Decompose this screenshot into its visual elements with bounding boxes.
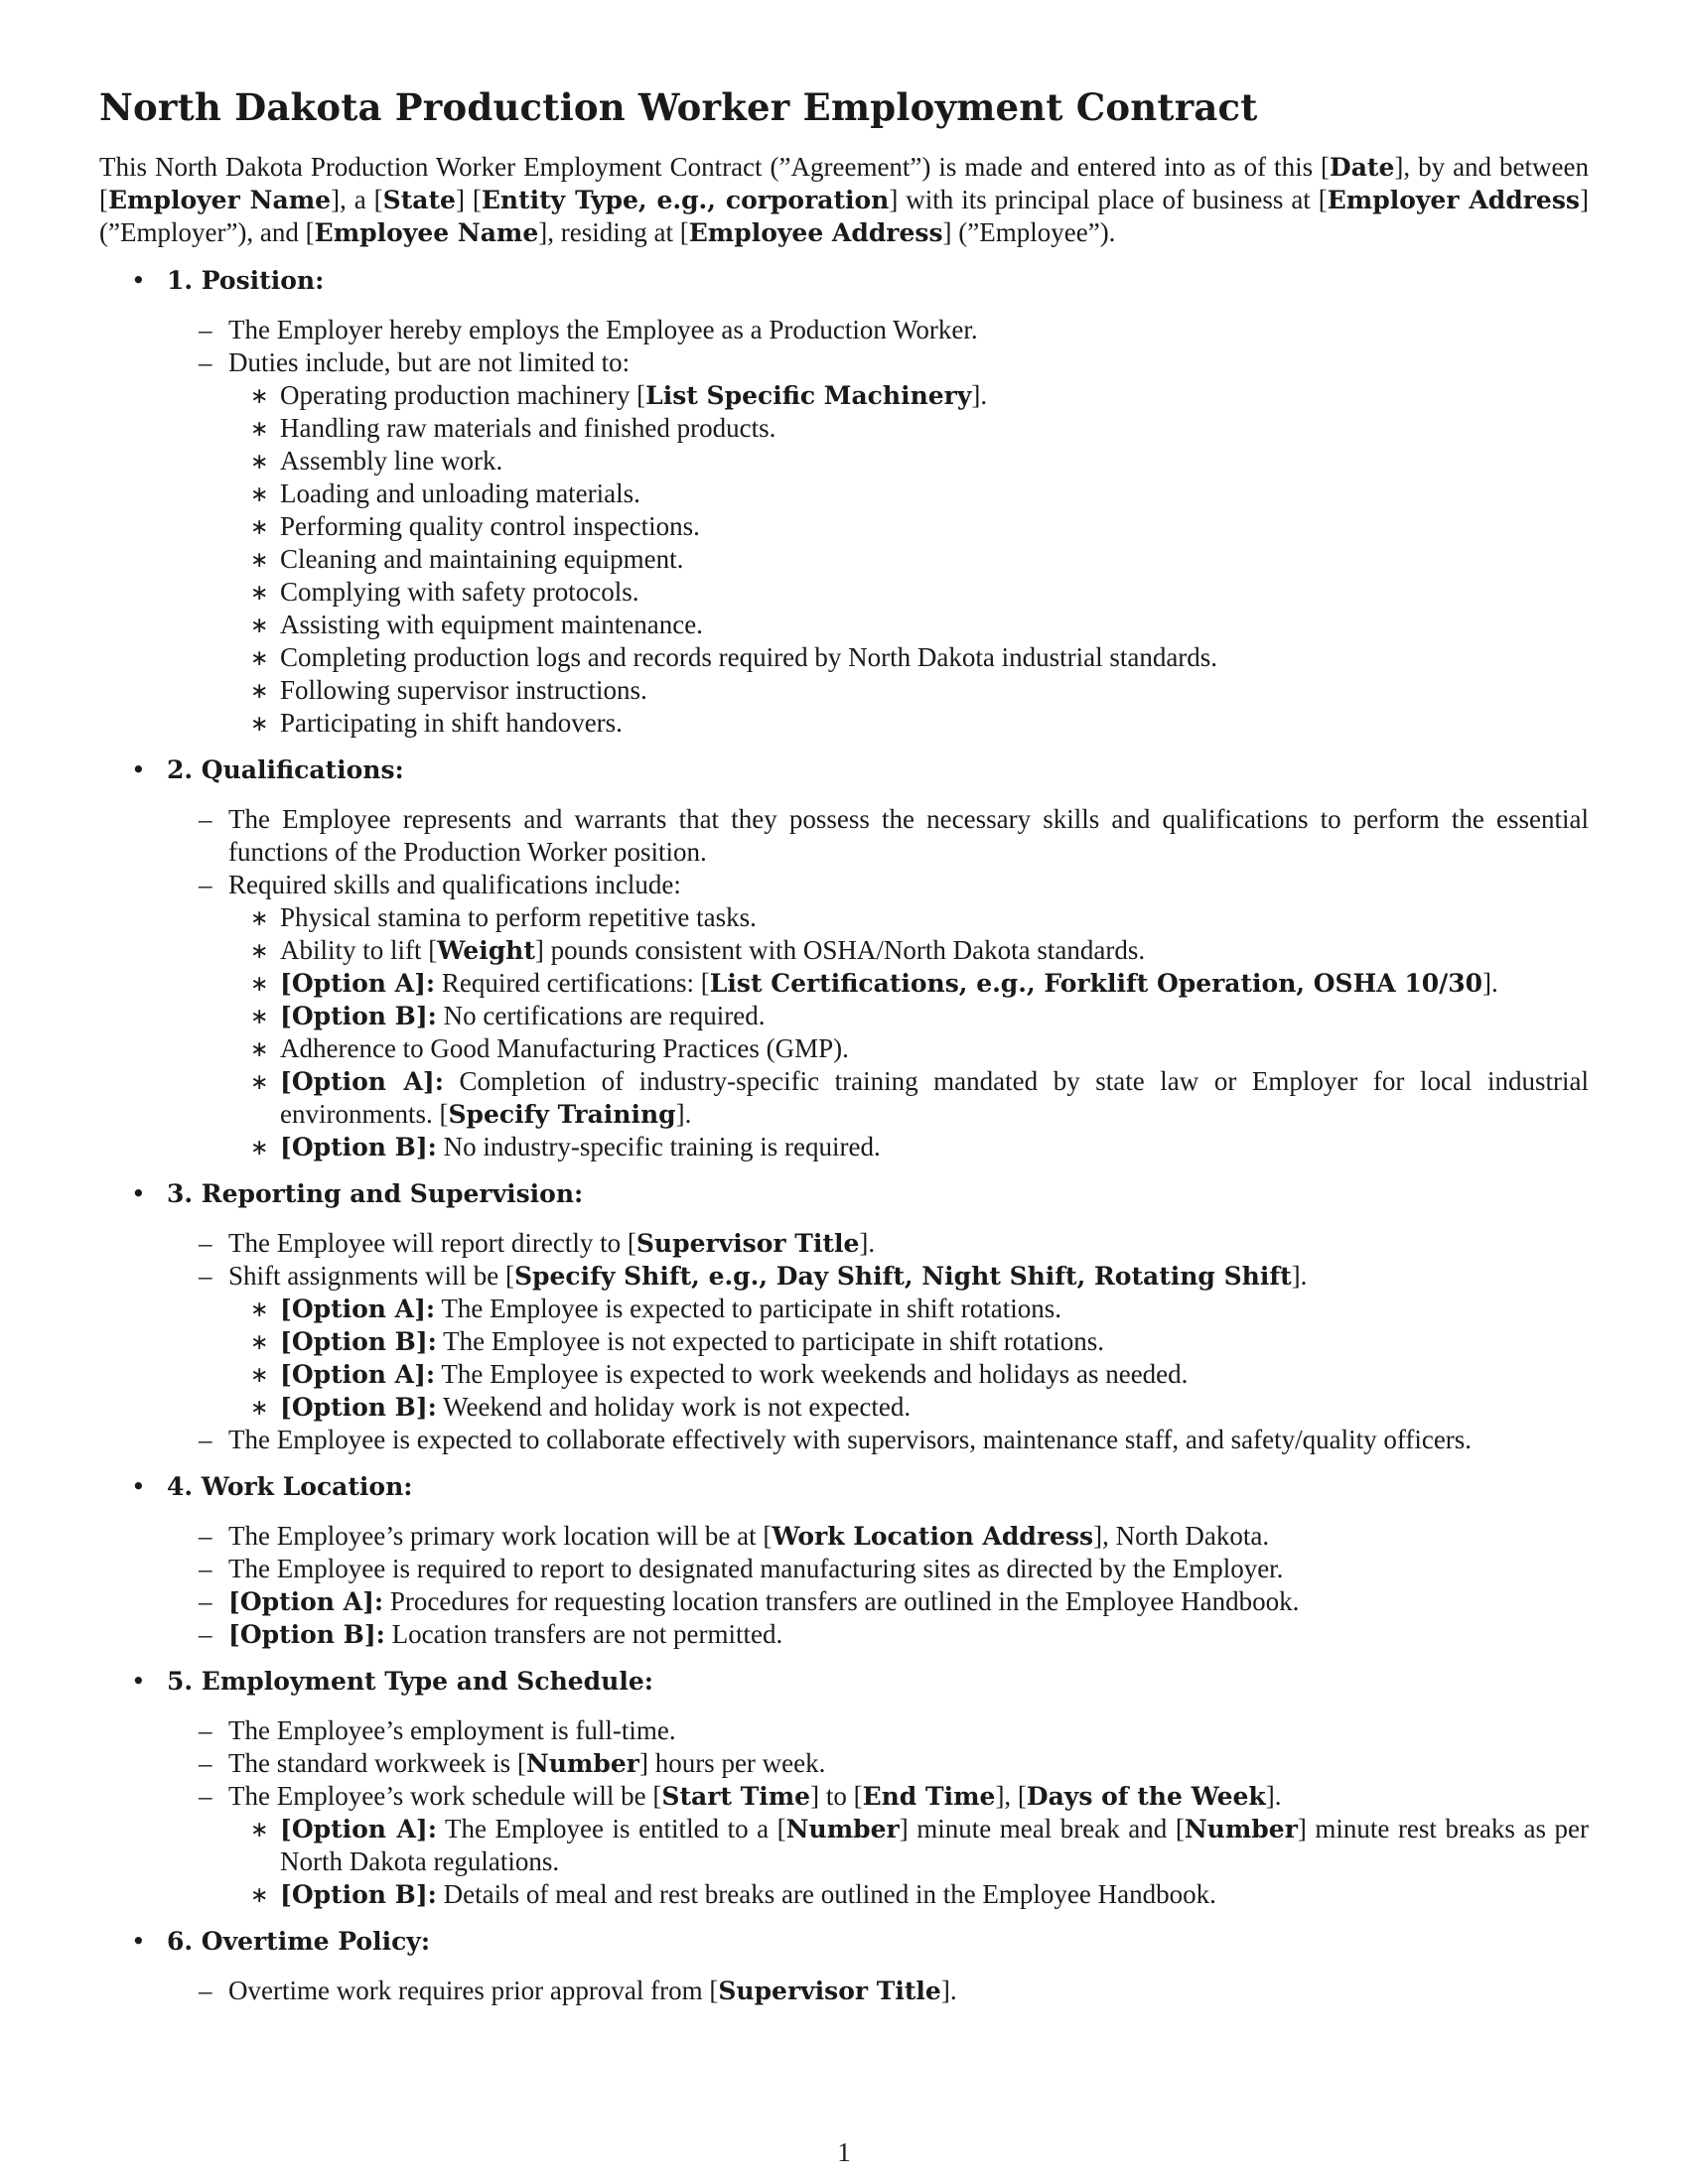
text-run: ] hours per week. [638, 1748, 826, 1779]
placeholder-field: Number [525, 1749, 639, 1779]
placeholder-field: [Option B]: [280, 1880, 437, 1910]
placeholder-field: Days of the Week [1026, 1782, 1266, 1812]
placeholder-field: Number [1184, 1815, 1298, 1844]
placeholder-field: [Option A]: [228, 1587, 384, 1617]
placeholder-field: [Option B]: [280, 1327, 437, 1357]
text-run: ]. [675, 1099, 692, 1130]
placeholder-field: End Time [862, 1782, 996, 1812]
section-title: • 1. Position: [167, 257, 1589, 314]
document-title: North Dakota Production Worker Employment Contract [99, 85, 1258, 129]
text-run: ] with its principal place of business at [ [889, 185, 1328, 215]
placeholder-field: Employee Name [314, 218, 539, 248]
text-run: The standard workweek is [ [228, 1748, 526, 1779]
text-run: No industry-specific training is required. [436, 1132, 881, 1162]
text-run: ], [ [995, 1781, 1027, 1812]
clause-subitem [280, 543, 1589, 576]
clause-item [228, 1585, 1589, 1618]
placeholder-field: List Specific Machinery [645, 381, 972, 411]
placeholder-field: Employer Name [108, 186, 332, 215]
placeholder-field: [Option A]: [280, 969, 436, 999]
section [99, 1463, 1589, 1651]
placeholder-field: State [382, 186, 456, 215]
text-run: [ [1321, 152, 1331, 183]
text-run: ] minute rest breaks as per North Dakota regulations. [280, 1814, 1589, 1877]
text-run: Ability to lift [ [280, 935, 438, 966]
placeholder-field: [Option A]: [280, 1067, 444, 1097]
text-run: The Employee is expected to work weekends and holidays as needed. [435, 1359, 1189, 1390]
clause-subitem [280, 379, 1589, 412]
text-run: Details of meal and rest breaks are outlined in the Employee Handbook. [436, 1879, 1216, 1910]
text-run: ] pounds consistent with OSHA/North Dakota standards. [534, 935, 1146, 966]
contract-sections [99, 257, 1589, 2007]
clause-subitem [280, 934, 1589, 967]
text-run: The Employee’s primary work location will be at [ [228, 1521, 773, 1552]
section [99, 1658, 1589, 1911]
text-run: Required skills and qualifications include: [228, 870, 681, 900]
text-run: ]. [1482, 968, 1498, 999]
placeholder-field: [Option A]: [280, 1360, 436, 1390]
text-run: ], a [ [331, 185, 383, 215]
clause-subitem [280, 478, 1589, 510]
text-run: The Employee is expected to participate in shift rotations. [435, 1294, 1061, 1324]
text-run: The Employer hereby employs the Employee as a Production Worker. [228, 315, 978, 345]
clause-subitem [280, 707, 1589, 740]
clause-item [228, 803, 1589, 869]
placeholder-field: Date [1330, 153, 1395, 183]
text-run: The Employee is expected to collaborate effectively with supervisors, maintenance staff, and safety/quality officers. [228, 1425, 1473, 1455]
section-items [167, 1227, 1589, 1456]
placeholder-field: [Option A]: [280, 1295, 436, 1324]
text-run: ] to [ [810, 1781, 863, 1812]
placeholder-field: Supervisor Title [635, 1229, 860, 1259]
placeholder-field: [Option A]: [280, 1815, 437, 1844]
text-run: ]. [859, 1228, 876, 1259]
clause-subitems [228, 1293, 1589, 1424]
clause-item [228, 1714, 1589, 1747]
section [99, 1918, 1589, 2007]
section [99, 747, 1589, 1163]
clause-subitem [280, 1293, 1589, 1325]
clause-subitem [280, 1131, 1589, 1163]
clause-item [228, 1780, 1589, 1911]
section-title: • 5. Employment Type and Schedule: [167, 1658, 1589, 1714]
text-run: ] [ [455, 185, 482, 215]
clause-subitem [280, 445, 1589, 478]
clause-item [228, 1424, 1589, 1456]
section-title: • 4. Work Location: [167, 1463, 1589, 1520]
text-run: Completing production logs and records required by North Dakota industrial standards. [280, 642, 1218, 673]
text-run: Completion of industry-specific training mandated by state law or Employer for local industrial environments. [ [280, 1066, 1589, 1130]
clause-subitem [280, 609, 1589, 641]
section [99, 257, 1589, 740]
section-items [167, 803, 1589, 1163]
clause-subitem [280, 1813, 1589, 1878]
section-items [167, 1714, 1589, 1911]
placeholder-field: [Option B]: [280, 1002, 437, 1031]
clause-subitem [280, 1032, 1589, 1065]
section-title: • 3. Reporting and Supervision: [167, 1170, 1589, 1227]
text-run: Duties include, but are not limited to: [228, 347, 631, 378]
text-run: Required certifications: [ [435, 968, 710, 999]
section-items [167, 1975, 1589, 2007]
text-run: Assisting with equipment maintenance. [280, 610, 703, 640]
text-run: The Employee represents and warrants that they possess the necessary skills and qualifications to perform the essential functions of the Production Worker position. [228, 804, 1589, 868]
text-run: The Employee will report directly to [ [228, 1228, 636, 1259]
clause-item [228, 1747, 1589, 1780]
text-run: The Employee’s employment is full-time. [228, 1715, 676, 1746]
text-run: Following supervisor instructions. [280, 675, 647, 706]
placeholder-field: Employer Address [1327, 186, 1580, 215]
text-run: Assembly line work. [280, 446, 503, 477]
text-run: Participating in shift handovers. [280, 708, 623, 739]
clause-subitem [280, 901, 1589, 934]
section [99, 1170, 1589, 1456]
text-run: The Employee is not expected to participate in shift rotations. [436, 1326, 1104, 1357]
text-run: This North Dakota Production Worker Employment Contract (”Agreement”) is made and entered into as of this [99, 152, 1322, 183]
text-run: ] (”Employee”). [942, 217, 1116, 248]
text-run: Weekend and holiday work is not expected. [436, 1392, 912, 1423]
text-run: ] (”Employer”), and [ [99, 185, 1589, 248]
clause-subitem [280, 412, 1589, 445]
placeholder-field: Specify Shift, e.g., Day Shift, Night Shift, Rotating Shift [513, 1262, 1292, 1292]
text-run: Overtime work requires prior approval from [ [228, 1976, 719, 2006]
section-title: • 2. Qualifications: [167, 747, 1589, 803]
section-items [167, 314, 1589, 740]
clause-item [228, 1618, 1589, 1651]
clause-subitem [280, 641, 1589, 674]
text-run: ]. [1265, 1781, 1282, 1812]
clause-subitem [280, 1391, 1589, 1424]
clause-item [228, 869, 1589, 1163]
placeholder-field: Supervisor Title [718, 1977, 941, 2006]
clause-subitem [280, 1325, 1589, 1358]
text-run: Shift assignments will be [ [228, 1261, 514, 1292]
clause-subitem [280, 674, 1589, 707]
clause-subitem [280, 1358, 1589, 1391]
placeholder-field: Start Time [661, 1782, 811, 1812]
placeholder-field: Employee Address [688, 218, 943, 248]
section-items [167, 1520, 1589, 1651]
placeholder-field: Weight [437, 936, 535, 966]
text-run: ], residing at [ [538, 217, 689, 248]
clause-item [228, 314, 1589, 346]
clause-item [228, 1227, 1589, 1260]
clause-subitem [280, 1000, 1589, 1032]
clause-item [228, 1553, 1589, 1585]
text-run: Performing quality control inspections. [280, 511, 700, 542]
clause-subitem [280, 576, 1589, 609]
text-run: The Employee is entitled to a [ [436, 1814, 786, 1844]
placeholder-field: Number [785, 1815, 900, 1844]
section-title: • 6. Overtime Policy: [167, 1918, 1589, 1975]
text-run: ] minute meal break and [ [899, 1814, 1185, 1844]
text-run: Operating production machinery [ [280, 380, 646, 411]
placeholder-field: Entity Type, e.g., corporation [481, 186, 890, 215]
clause-subitem [280, 510, 1589, 543]
text-run: Procedures for requesting location transfers are outlined in the Employee Handbook. [383, 1586, 1300, 1617]
clause-subitems [228, 901, 1589, 1163]
clause-item [228, 346, 1589, 740]
text-run: Cleaning and maintaining equipment. [280, 544, 684, 575]
text-run: Physical stamina to perform repetitive tasks. [280, 902, 757, 933]
text-run: The Employee’s work schedule will be [ [228, 1781, 662, 1812]
text-run: ], by and between [ [99, 152, 1589, 215]
placeholder-field: List Certifications, e.g., Forklift Operation, OSHA 10/30 [709, 969, 1483, 999]
clause-subitem [280, 1065, 1589, 1131]
placeholder-field: [Option B]: [280, 1133, 437, 1162]
text-run: ], North Dakota. [1093, 1521, 1270, 1552]
clause-item [228, 1975, 1589, 2007]
text-run: The Employee is required to report to designated manufacturing sites as directed by the Employer. [228, 1554, 1284, 1584]
clause-subitems [228, 379, 1589, 740]
clause-subitems [228, 1813, 1589, 1911]
placeholder-field: Specify Training [448, 1100, 676, 1130]
text-run: Location transfers are not permitted. [384, 1619, 783, 1650]
text-run: ]. [1291, 1261, 1308, 1292]
intro-paragraph [99, 151, 1589, 249]
clause-item [228, 1260, 1589, 1424]
text-run: Loading and unloading materials. [280, 478, 640, 509]
text-run: ]. [940, 1976, 957, 2006]
text-run: ]. [971, 380, 988, 411]
placeholder-field: Work Location Address [772, 1522, 1094, 1552]
clause-item [228, 1520, 1589, 1553]
text-run: Complying with safety protocols. [280, 577, 639, 608]
placeholder-field: [Option B]: [280, 1393, 437, 1423]
clause-subitem [280, 967, 1589, 1000]
text-run: Adherence to Good Manufacturing Practices (GMP). [280, 1033, 849, 1064]
text-run: Handling raw materials and finished products. [280, 413, 776, 444]
clause-subitem [280, 1878, 1589, 1911]
text-run: No certifications are required. [436, 1001, 766, 1031]
placeholder-field: [Option B]: [228, 1620, 385, 1650]
page-number: 1 [837, 2137, 851, 2167]
